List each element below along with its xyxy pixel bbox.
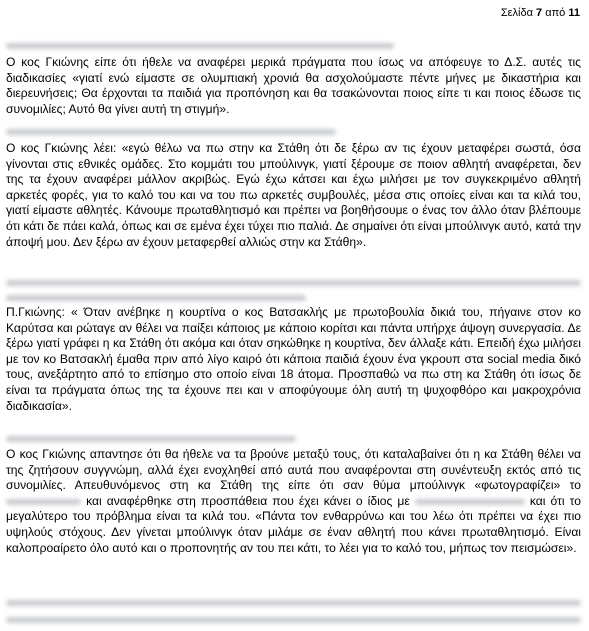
page-current: 7 xyxy=(536,7,543,19)
redacted-line xyxy=(6,436,296,442)
paragraph: Ο κος Γκιώνης είπε ότι ήθελε να αναφέρει μερικά πράγματα που ίσως να απόφευγε το Δ.Σ. αυτές τις διαδικασίες «γιατί ενώ είμαστε σε ολυμπιακή χρονιά θα ασχολούμαστε πέντε μήνες με δικαστήρια και διερευνήσεις; Θα έρχονται τα παιδιά για προπόνηση και θα τσακώνονται ποιος είπε τι και ποιος έδωσε τις συνομιλίες; Αυτό θα γίνει αυτή τη στιγμή». xyxy=(6,55,581,116)
page-total: 11 xyxy=(568,7,580,19)
redacted-inline xyxy=(6,499,81,505)
redacted-inline xyxy=(415,499,525,505)
redacted-line xyxy=(6,129,336,135)
redacted-line xyxy=(6,600,581,606)
paragraph: Π.Γκιώνης: « Όταν ανέβηκε η κουρτίνα ο κος Βατσακλής με πρωτοβουλία δικιά του, πήγαινε στον κο Καρύτσα και ρώταγε αν θέλει να παίξει κάποιος με κάποιο κορίτσι και πάντα υπήρχε άψογη συνεργασία. Δε ξέρω γιατί γράφει η κα Στάθη ότι ακόμα και όταν σηκώθηκε η κουρτίνα, δεν άλλαξε κάτι. Επειδή έχω μιλήσει με τον κο Βατσακλή έμαθα πριν από λίγο καιρό ότι κάποια παιδιά έχουν ένα γκρουπ στα social media δικό τους, ανεξάρτητο από το επίσημο στο οποίο είναι 18 άτομα. Προσπαθώ να πω στη κα Στάθη ότι ίσως δε είναι τα πράγματα όπως της τα έχουνε πει και ν αποφύγουμε όλη αυτή τη ψυχοφθόρο και μακροχρόνια διαδικασία». xyxy=(6,305,581,413)
paragraph-part: και αναφέρθηκε στη προσπάθεια που έχει κάνει ο ίδιος με xyxy=(86,493,410,508)
page-of-word: από xyxy=(545,7,566,19)
page-number xyxy=(501,7,580,20)
paragraph-part: Ο κος Γκιώνης απαντησε ότι θα ήθελε να τα βρούνε μεταξύ τους, ότι καταλαβαίνει ότι η κα Στάθη θέλει να της ζητήσουν συγγνώμη, αλλά έχει ενοχληθεί από αυτά που αναφέρονται στη συνέντευξη εκτός από τις συνομιλίες. Απευθυνόμενος στη κα Στάθη της είπε ότι σαν θύμα μπούλινγκ «φωτογραφίζει» το xyxy=(6,447,581,493)
paragraph: Ο κος Γκιώνης λέει: «εγώ θέλω να πω στην κα Στάθη ότι δε ξέρω αν τις έχουν μεταφέρει σωστά, όσα γίνονται στις εθνικές ομάδες. Στο κομμάτι του μπούλινγκ, γιατί ξέρουμε σε ποιον αθλητή αναφέρεται, δεν της τα έχουν αναφέρει μάλλον ακριβώς. Εγώ έχω κάτσει και έχω μιλήσει με τον συγκεκριμένο αθλητή αρκετές φορές, για το καλό του και να του πω αρκετές συμβουλές, μέσα στις οποίες είναι και τα κιλά του, γιατί είμαστε αθλητές. Κάνουμε πρωταθλητισμό και πρέπει να βοηθήσουμε ο ένας τον άλλο όταν βλέπουμε ότι κάτι δε πάει καλά, όπως και σε εμένα έχει τύχει πιο παλιά. Δε σημαίνει ότι είναι μπούλινγκ αυτό, κατά την άποψή μου. Δεν ξέρω αν έχουν μεταφερθεί αλλιώς στην κα Στάθη». xyxy=(6,141,581,249)
redacted-line xyxy=(6,617,581,623)
redacted-line xyxy=(6,280,581,286)
paragraph xyxy=(6,447,581,556)
redacted-line xyxy=(6,295,306,301)
redacted-line xyxy=(6,43,394,49)
page-word: Σελίδα xyxy=(500,7,533,19)
paragraph-part: και ότι το μεγαλύτερο του πρόβλημα είναι τα κιλά του. «Πάντα τον ενθαρρύνω και του λέω ότι πρέπει να έχει πιο υψηλούς στόχους. Δεν γίνεται μπούλινγκ όταν μιλάμε σε έναν αθλητή που κάνει πρωταθλητισμό. Είναι καλοπροαίρετο όλο αυτό και ο προπονητής αν του πει κάτι, το λέει για το καλό του, μήπως τον πεισμώσει». xyxy=(6,493,581,555)
